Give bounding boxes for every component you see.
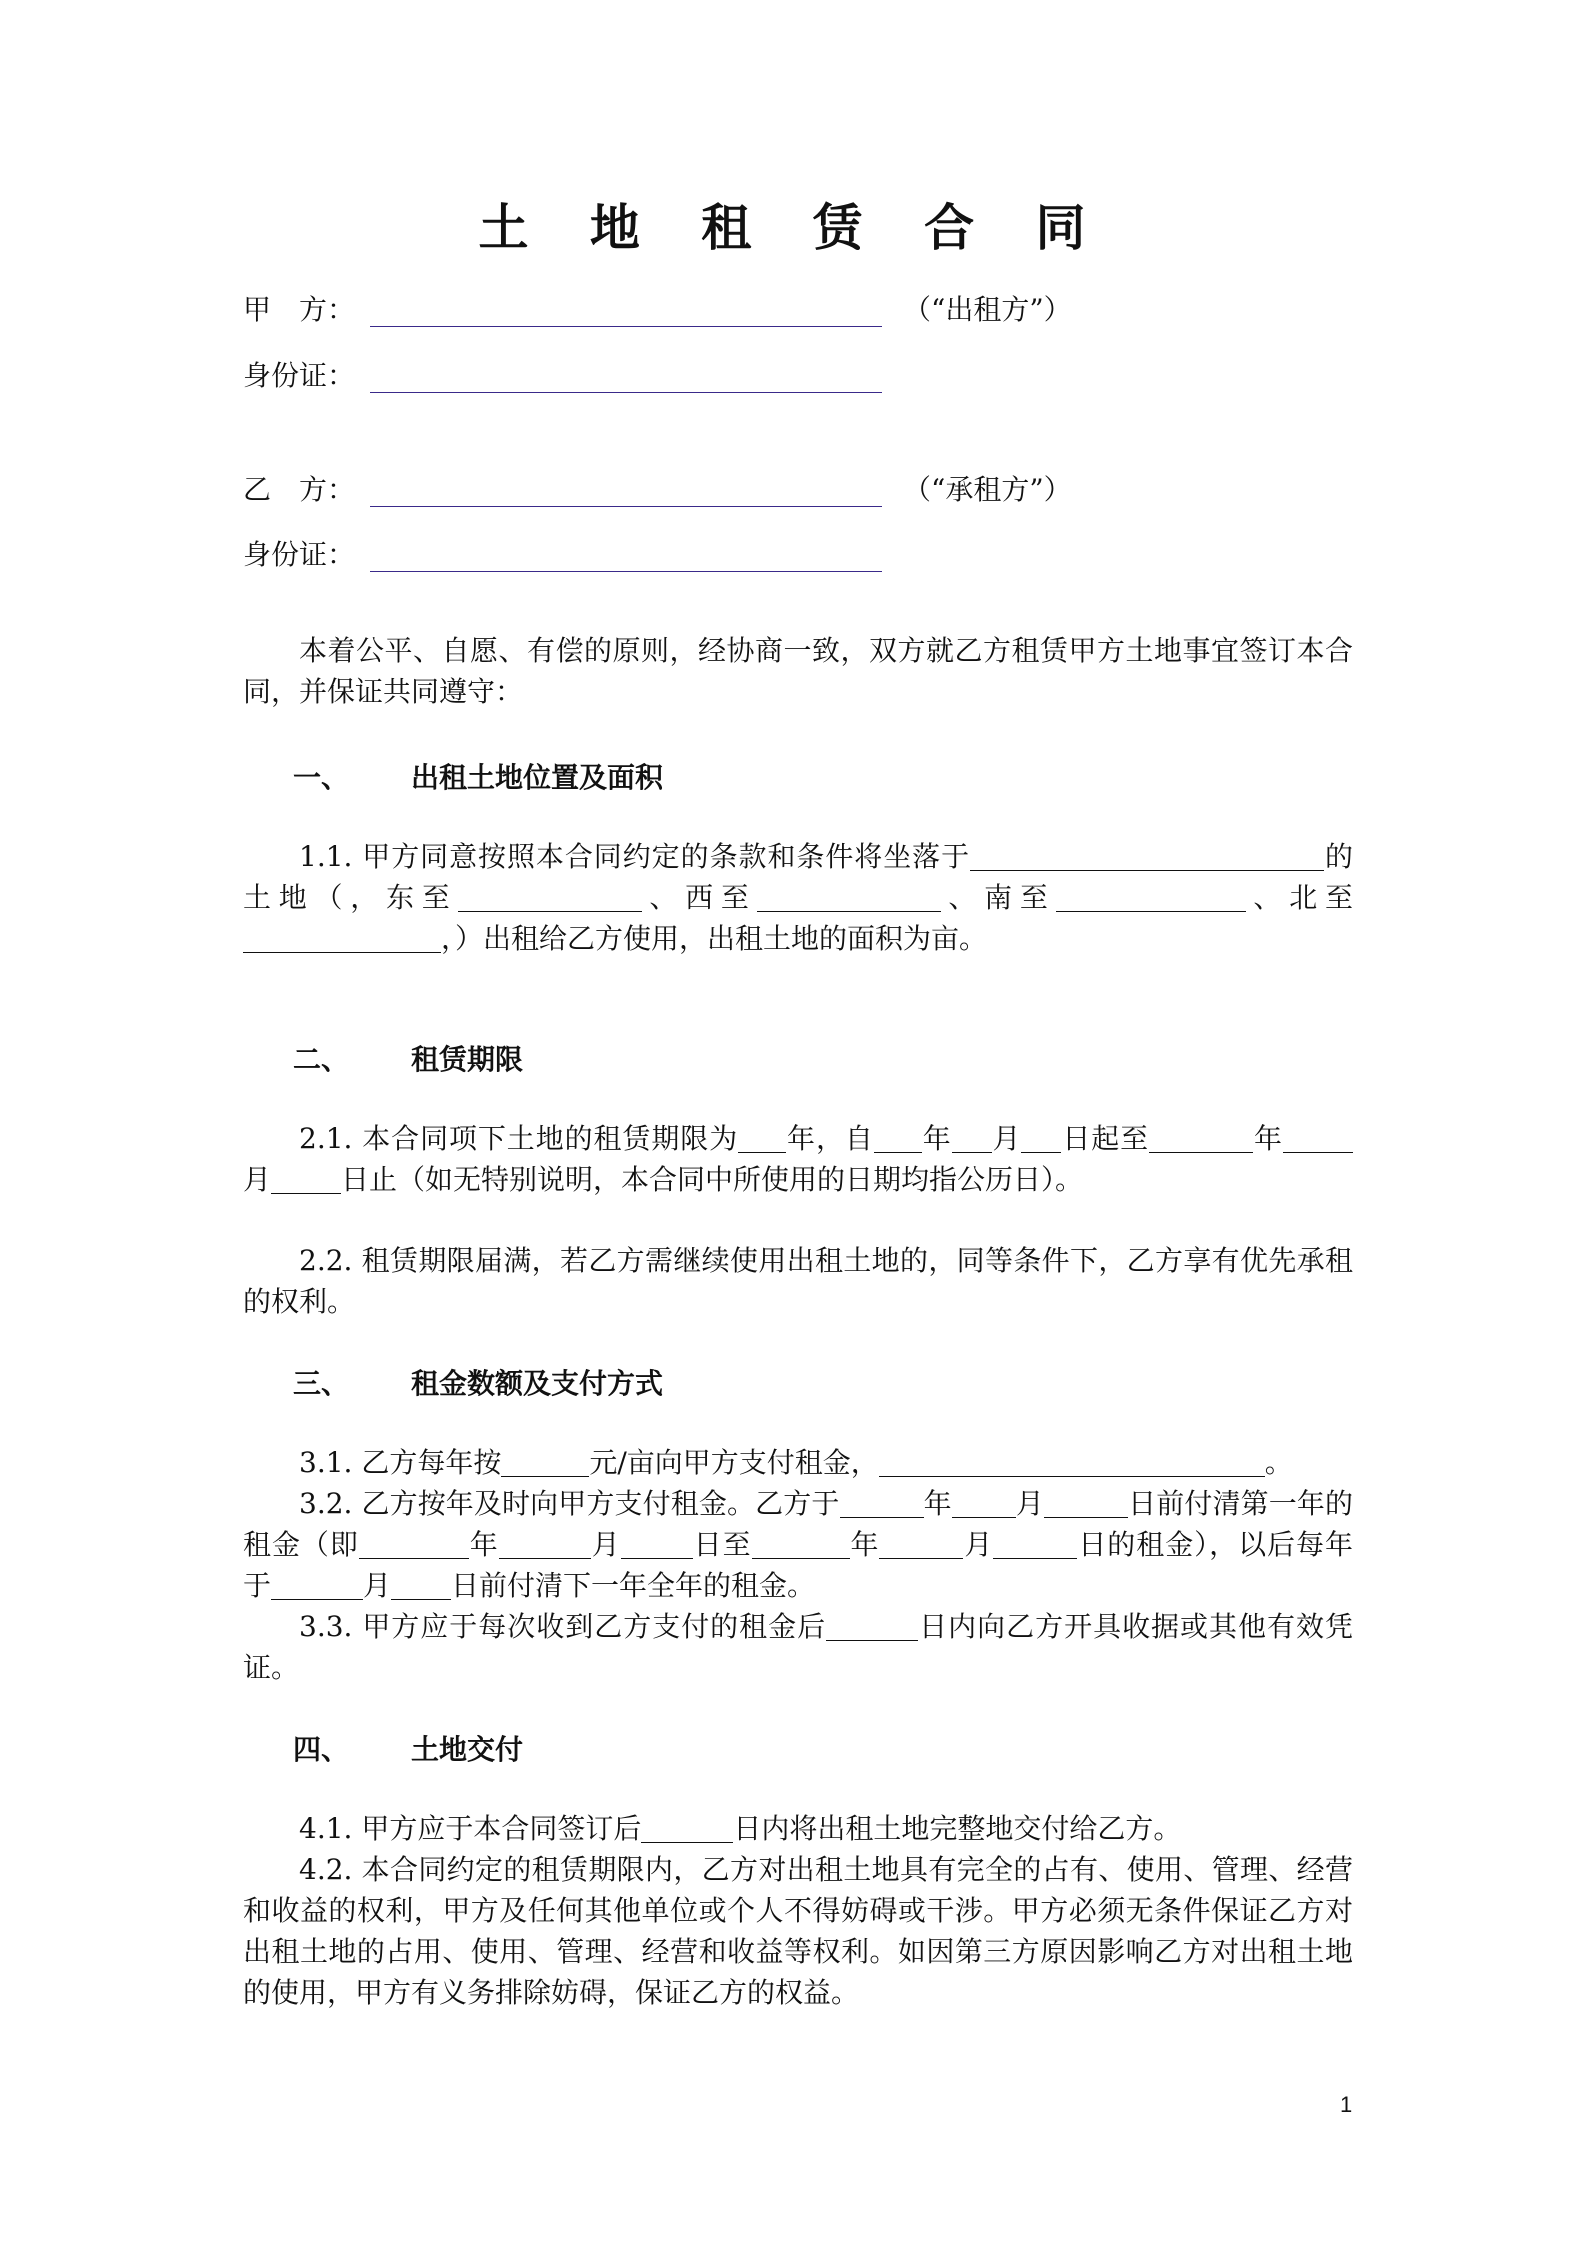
first-pay-month-blank[interactable]	[952, 1487, 1016, 1518]
clause-3-1: 3.1. 乙方每年按 元/亩向甲方支付租金， 。	[299, 1446, 1293, 1479]
section-number: 二、	[293, 1043, 350, 1076]
party-b-blank[interactable]	[370, 506, 882, 507]
end-year-blank[interactable]	[1149, 1122, 1253, 1153]
term-years-blank[interactable]	[738, 1122, 786, 1153]
section-title: 租赁期限	[411, 1043, 524, 1076]
party-a-note: （“出租方”）	[903, 293, 1072, 326]
location-blank[interactable]	[970, 840, 1154, 871]
party-a-id-label: 身份证：	[243, 359, 356, 392]
rent-per-mu-blank[interactable]	[501, 1446, 589, 1477]
location-blank-cont[interactable]	[1154, 840, 1324, 871]
clause-3-3: 3.3. 甲方应于每次收到乙方支付的租金后 日内向乙方开具收据或其他有效凭证。	[243, 1610, 1353, 1684]
clause-4-2: 4.2. 本合同约定的租赁期限内，乙方对出租土地具有完全的占有、使用、管理、经营和收益的权利，甲方及任何其他单位或个人不得妨碍或干涉。甲方必须无条件保证乙方对出租土地的占用、使用、管理、经营和收益等权利。如因第三方原因影响乙方对出租土地的使用，甲方有义务排除妨碍，保证乙方的权益。	[243, 1853, 1353, 2009]
period-start-month-blank[interactable]	[499, 1528, 591, 1559]
delivery-days-blank[interactable]	[641, 1812, 733, 1843]
party-b-label: 乙 方：	[243, 473, 356, 506]
clause-2-2: 2.2. 租赁期限届满，若乙方需继续使用出租土地的，同等条件下，乙方享有优先承租的权利。	[243, 1244, 1353, 1318]
section-heading-4	[293, 1730, 523, 1770]
clause-4-1: 4.1. 甲方应于本合同签订后 日内将出租土地完整地交付给乙方。	[299, 1812, 1182, 1845]
end-day-blank[interactable]	[271, 1163, 341, 1194]
period-end-year-blank[interactable]	[752, 1528, 850, 1559]
section-heading-3	[293, 1364, 663, 1404]
section-number: 三、	[293, 1367, 350, 1400]
party-a-blank[interactable]	[370, 326, 882, 327]
party-a-field	[243, 290, 1072, 330]
first-pay-day-blank[interactable]	[1044, 1487, 1128, 1518]
period-start-year-blank[interactable]	[359, 1528, 469, 1559]
party-b-id-blank[interactable]	[370, 571, 882, 572]
start-year-blank[interactable]	[874, 1122, 922, 1153]
east-boundary-blank[interactable]	[458, 881, 642, 912]
section-title: 出租土地位置及面积	[411, 761, 664, 794]
annual-pay-month-blank[interactable]	[271, 1569, 363, 1600]
party-b-note: （“承租方”）	[903, 473, 1072, 506]
party-a-id-field	[243, 356, 369, 396]
rent-total-blank[interactable]	[879, 1446, 1265, 1477]
section-heading-1	[293, 758, 663, 798]
clause-1-1: 1.1. 甲方同意按照本合同约定的条款和条件将坐落于 的土地（，东至 、西至 、南至 、北至，）出租给乙方使用，出租土地的面积为亩。	[243, 840, 1353, 955]
annual-pay-day-blank[interactable]	[391, 1569, 451, 1600]
party-a-id-blank[interactable]	[370, 392, 882, 393]
party-b-id-label: 身份证：	[243, 538, 356, 571]
intro-paragraph: 本着公平、自愿、有偿的原则，经协商一致，双方就乙方租赁甲方土地事宜签订本合同，并保证共同遵守：	[243, 634, 1353, 708]
clause-2-1: 2.1. 本合同项下土地的租赁期限为 年，自 年 月 日起至 年月 日止（如无特别说明，本合同中所使用的日期均指公历日）。	[243, 1118, 1353, 1200]
section-number: 四、	[293, 1733, 350, 1766]
period-end-month-blank[interactable]	[879, 1528, 963, 1559]
start-month-blank[interactable]	[952, 1122, 992, 1153]
section-title: 土地交付	[411, 1733, 524, 1766]
page-number: 1	[1340, 2092, 1353, 2117]
section-number: 一、	[293, 761, 350, 794]
end-month-blank[interactable]	[1283, 1122, 1353, 1153]
west-boundary-blank[interactable]	[757, 881, 941, 912]
party-b-id-field	[243, 535, 369, 575]
period-start-day-blank[interactable]	[621, 1528, 693, 1559]
document-title: 土 地 租 赁 合 同	[478, 198, 1108, 257]
south-boundary-blank[interactable]	[1056, 881, 1246, 912]
period-end-day-blank[interactable]	[993, 1528, 1077, 1559]
first-pay-year-blank[interactable]	[840, 1487, 924, 1518]
clause-3-2: 3.2. 乙方按年及时向甲方支付租金。乙方于 年 月 日前付清第一年的租金（即 年 月 日至 年 月 日的租金），以后每年于 月 日前付清下一年全年的租金。	[243, 1487, 1353, 1602]
party-b-field	[243, 470, 1072, 510]
section-title: 租金数额及支付方式	[411, 1367, 664, 1400]
north-boundary-blank[interactable]	[243, 922, 441, 953]
start-day-blank[interactable]	[1021, 1122, 1061, 1153]
section-heading-2	[293, 1040, 523, 1080]
receipt-days-blank[interactable]	[826, 1610, 918, 1641]
party-a-label: 甲 方：	[243, 293, 356, 326]
